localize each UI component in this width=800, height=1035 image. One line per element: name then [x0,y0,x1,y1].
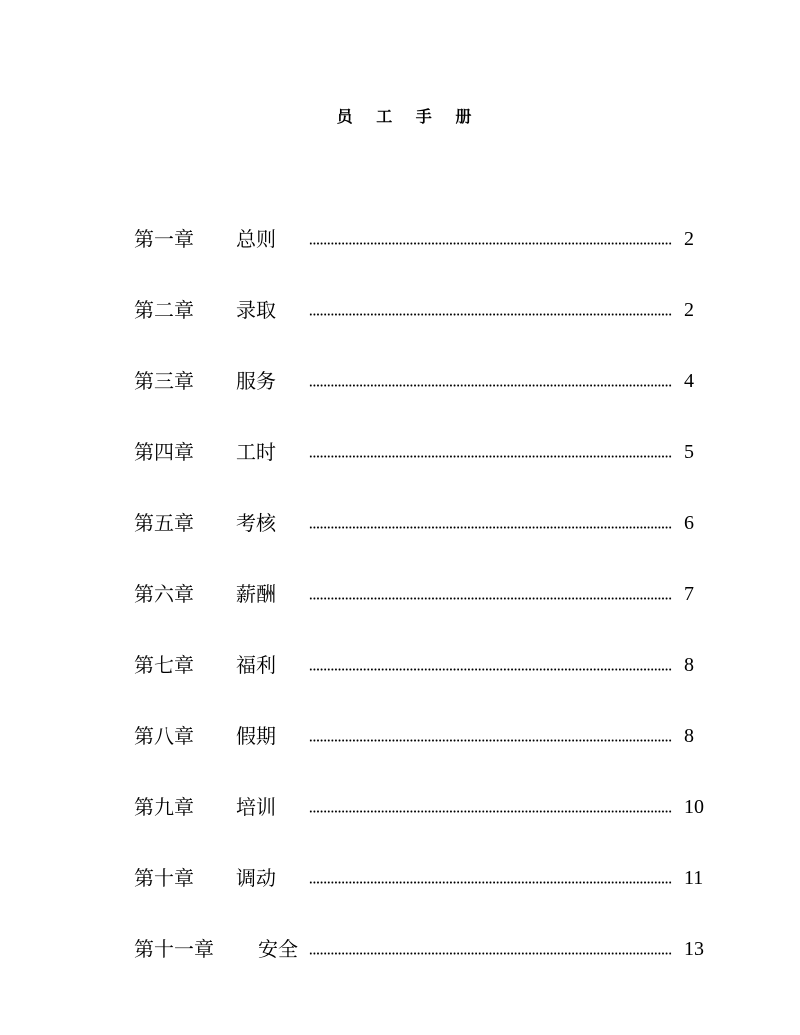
toc-topic-label: 调动 [236,866,276,890]
toc-page-number: 8 [684,654,694,676]
toc-page-number: 7 [684,583,694,605]
toc-topic-label: 考核 [236,511,276,535]
toc-page-number: 2 [684,299,694,321]
toc-dot-leader [309,881,672,884]
toc-page-number: 4 [684,370,694,392]
toc-entry-4[interactable] [134,437,734,467]
toc-entry-11[interactable] [134,934,734,964]
toc-chapter-label: 第九章 [134,795,194,819]
page-title: 员 工 手 册 [336,107,481,126]
toc-chapter-label: 第七章 [134,653,194,677]
toc-topic-label: 培训 [236,795,276,819]
toc-entry-2[interactable] [134,295,734,325]
toc-entry-9[interactable] [134,792,734,822]
toc-entry-3[interactable] [134,366,734,396]
toc-topic-label: 工时 [236,440,276,464]
toc-dot-leader [309,384,672,387]
toc-page-number: 6 [684,512,694,534]
toc-dot-leader [309,313,672,316]
toc-page-number: 2 [684,228,694,250]
toc-topic-label: 安全 [258,937,298,961]
toc-dot-leader [309,242,672,245]
toc-chapter-label: 第八章 [134,724,194,748]
toc-dot-leader [309,952,672,955]
toc-chapter-label: 第一章 [134,227,194,251]
toc-topic-label: 假期 [236,724,276,748]
toc-topic-label: 服务 [236,369,276,393]
toc-topic-label: 福利 [236,653,276,677]
toc-dot-leader [309,668,672,671]
toc-chapter-label: 第十章 [134,866,194,890]
toc-dot-leader [309,455,672,458]
toc-entry-6[interactable] [134,579,734,609]
toc-page-number: 11 [684,867,704,889]
toc-chapter-label: 第五章 [134,511,194,535]
toc-dot-leader [309,810,672,813]
toc-topic-label: 薪酬 [236,582,276,606]
toc-chapter-label: 第十一章 [134,937,214,961]
toc-page-number: 10 [684,796,704,818]
toc-entry-8[interactable] [134,721,734,751]
toc-chapter-label: 第二章 [134,298,194,322]
toc-entry-5[interactable] [134,508,734,538]
toc-chapter-label: 第六章 [134,582,194,606]
toc-dot-leader [309,597,672,600]
toc-topic-label: 录取 [236,298,276,322]
toc-dot-leader [309,526,672,529]
toc-page-number: 5 [684,441,694,463]
toc-chapter-label: 第三章 [134,369,194,393]
toc-topic-label: 总则 [236,227,276,251]
toc-page-number: 8 [684,725,694,747]
toc-entry-1[interactable] [134,224,734,254]
toc-entry-7[interactable] [134,650,734,680]
toc-page-number: 13 [684,938,704,960]
toc-entry-10[interactable] [134,863,734,893]
toc-dot-leader [309,739,672,742]
toc-chapter-label: 第四章 [134,440,194,464]
